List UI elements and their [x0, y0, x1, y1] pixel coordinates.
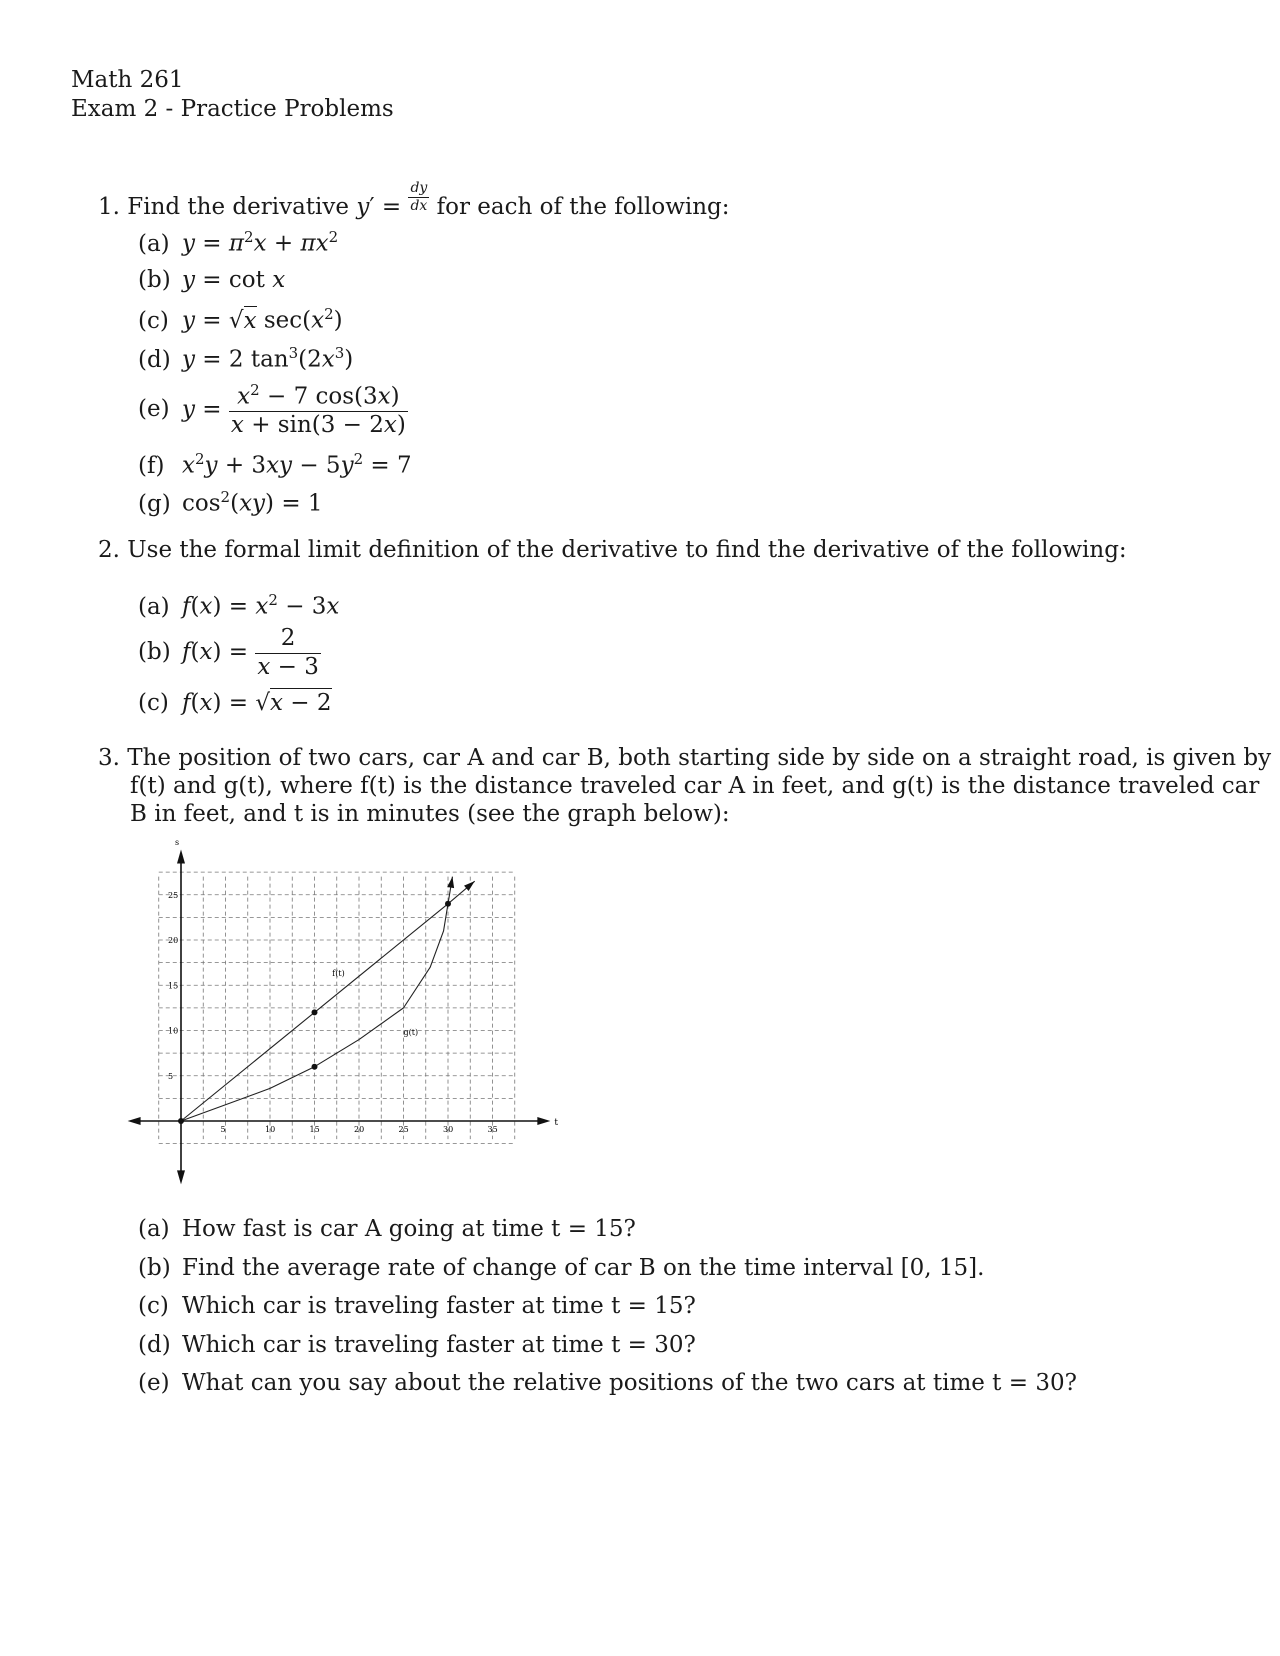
y-axis-arrow-up: [177, 850, 185, 864]
item-label: (f): [138, 452, 165, 479]
item-label: (d): [138, 1332, 171, 1358]
question-3c: [138, 1293, 696, 1321]
problem-1-intro: Find the derivative: [127, 193, 349, 220]
item-label: (b): [138, 639, 171, 666]
y-tick-label: 5: [168, 1071, 174, 1081]
item-label: (e): [138, 396, 170, 423]
y-axis-arrow-down: [177, 1170, 185, 1184]
problem-1c: (c) y = √x $\sec(x^2)$: [138, 305, 343, 334]
curves: [181, 877, 475, 1121]
data-point: [445, 901, 451, 907]
x-axis-label: t: [554, 1118, 558, 1128]
x-tick-label: 5: [220, 1125, 226, 1134]
problem-1e: (e) y = $\frac{x^2 - 7 \cos(3x)}{x + \sin(3 - 2x)}$: [138, 381, 406, 439]
problem-2-text: Use the formal limit definition of the derivative to find the derivative of the following:: [127, 537, 1127, 563]
item-label: (c): [138, 690, 169, 716]
y-tick-label: 15: [168, 981, 179, 991]
y-tick-label: 10: [168, 1026, 179, 1036]
question-text: Which car is traveling faster at time t = 30?: [182, 1332, 696, 1358]
question-3a: [138, 1216, 636, 1244]
problem-1d: (d) y = 2 $\tan^3(2x^3)$: [138, 344, 354, 373]
problem-2-number: 2.: [98, 537, 120, 563]
problem-1g: (g) $\cos^2(xy) = 1$: [138, 488, 323, 517]
item-label: (b): [138, 267, 171, 293]
item-label: (c): [138, 1293, 169, 1319]
question-text: Find the average rate of change of car B on the time interval [0, 15].: [182, 1255, 985, 1281]
fraction: $\frac{2}{x - 3}$: [257, 625, 319, 680]
problem-1-statement: 1. Find the derivative y′ = $\frac{dy}{dx}$ for each of the following:: [98, 180, 730, 220]
grid: [159, 872, 515, 1144]
y-tick-label: 25: [168, 890, 179, 900]
curve-label: g(t): [403, 1028, 419, 1038]
x-tick-label: 10: [265, 1125, 276, 1134]
question-3d: [138, 1332, 696, 1360]
x-axis-arrow-right: [537, 1117, 550, 1125]
problem-1f: (f) $x^2y + 3xy - 5y^2 = 7$: [138, 450, 412, 479]
data-point: [312, 1064, 318, 1070]
problem-2b: (b) f(x) = $\frac{2}{x - 3}$: [138, 625, 319, 680]
item-label: (c): [138, 307, 169, 334]
fraction: $\frac{x^2 - 7 \cos(3x)}{x + \sin(3 - 2x)}$: [230, 381, 406, 439]
exam-title: Exam 2 - Practice Problems: [71, 96, 394, 122]
problem-2-statement: [98, 537, 1127, 565]
problem-1b: (b) y = cot x: [138, 267, 286, 293]
question-3e: [138, 1370, 1077, 1398]
problem-3-text-1: The position of two cars, car A and car B, both starting side by side on a straight road, is given by: [127, 745, 1272, 771]
item-label: (g): [138, 490, 171, 517]
item-label: (e): [138, 1370, 170, 1396]
question-text: How fast is car A going at time t = 15?: [182, 1216, 636, 1242]
problem-1-number: 1.: [98, 193, 120, 220]
x-tick-label: 35: [487, 1125, 498, 1134]
problem-2a: (a) $f(x) = x^2 - 3x$: [138, 591, 340, 620]
item-label: (a): [138, 593, 170, 620]
curve-label: f(t): [332, 969, 345, 979]
position-graph: [120, 840, 570, 1190]
problem-3-number: 3.: [98, 745, 120, 771]
question-3b: [138, 1255, 984, 1283]
problem-3-line-1: [98, 745, 1271, 773]
dy-dx-fraction: $\frac{dy}{dx}$: [410, 180, 428, 214]
course-title: Math 261: [71, 67, 184, 93]
item-label: (d): [138, 346, 171, 373]
problem-3-line-3: B in feet, and t is in minutes (see the graph below):: [130, 801, 730, 827]
x-tick-label: 25: [398, 1125, 409, 1134]
item-label: (a): [138, 1216, 170, 1242]
problem-1-intro-end: for each of the following:: [436, 193, 730, 220]
item-label: (b): [138, 1255, 171, 1281]
question-text: What can you say about the relative positions of the two cars at time t = 30?: [182, 1370, 1077, 1396]
x-axis-arrow-left: [128, 1117, 141, 1125]
y-axis-label: s: [175, 840, 180, 847]
problem-2c: (c) f(x) = √x − 2: [138, 690, 332, 716]
x-tick-label: 20: [354, 1125, 365, 1134]
data-point: [312, 1009, 318, 1015]
x-tick-label: 30: [443, 1125, 454, 1134]
item-label: (a): [138, 230, 170, 257]
y-tick-label: 20: [168, 936, 179, 945]
data-point: [178, 1118, 184, 1124]
question-text: Which car is traveling faster at time t = 15?: [182, 1293, 696, 1319]
annotations: [332, 969, 418, 1037]
problem-1a: (a) $y = \pi^2x + \pi x^2$: [138, 228, 339, 257]
series-g-curve: [181, 877, 452, 1121]
problem-3-line-2: f(t) and g(t), where f(t) is the distance traveled car A in feet, and g(t) is the distance traveled car: [130, 773, 1260, 799]
x-tick-label: 15: [309, 1125, 320, 1134]
